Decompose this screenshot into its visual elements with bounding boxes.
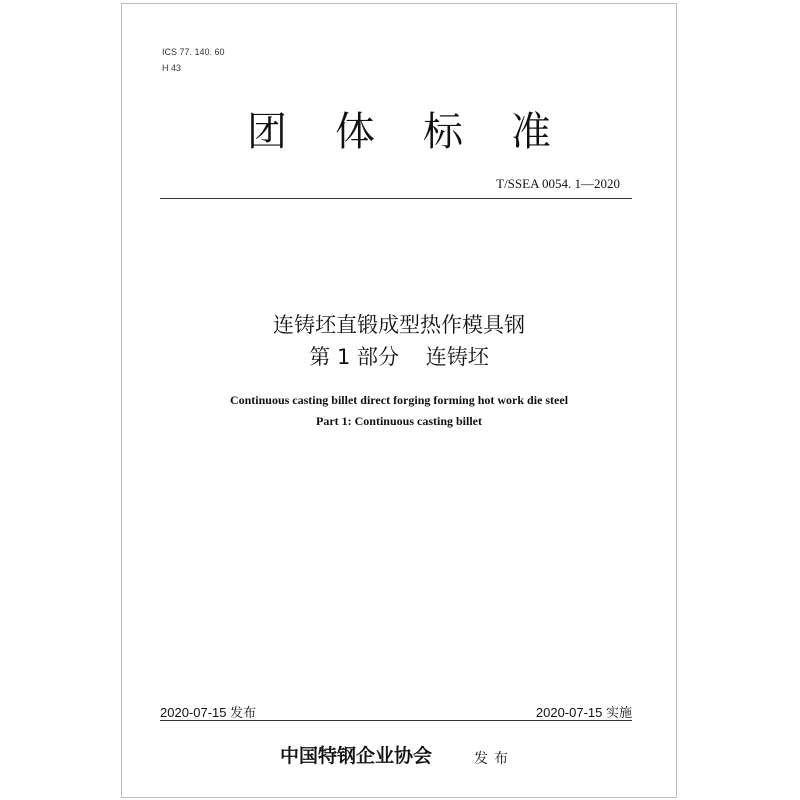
publish-date: 2020-07-15 发布 — [160, 705, 257, 720]
bottom-divider — [160, 720, 632, 721]
top-divider — [160, 198, 632, 199]
document-cover — [121, 3, 677, 798]
title-chinese-line-2: 第 1 部分 连铸坯 — [309, 345, 489, 369]
standard-type-title: 团体标准 — [247, 109, 599, 155]
classification-code: H 43 — [162, 63, 182, 73]
title-english-line-1: Continuous casting billet direct forging forming hot work die steel — [229, 393, 569, 407]
standard-number: T/SSEA 0054. 1—2020 — [496, 176, 620, 191]
title-chinese-line-1: 连铸坯直锻成型热作模具钢 — [273, 313, 525, 337]
title-english-line-2: Part 1: Continuous casting billet — [315, 414, 482, 428]
issuing-organization: 中国特钢企业协会 — [280, 745, 433, 767]
ics-code: ICS 77. 140. 60 — [162, 47, 225, 57]
issued-label: 发布 — [474, 751, 514, 767]
implementation-date: 2020-07-15 实施 — [535, 705, 632, 720]
